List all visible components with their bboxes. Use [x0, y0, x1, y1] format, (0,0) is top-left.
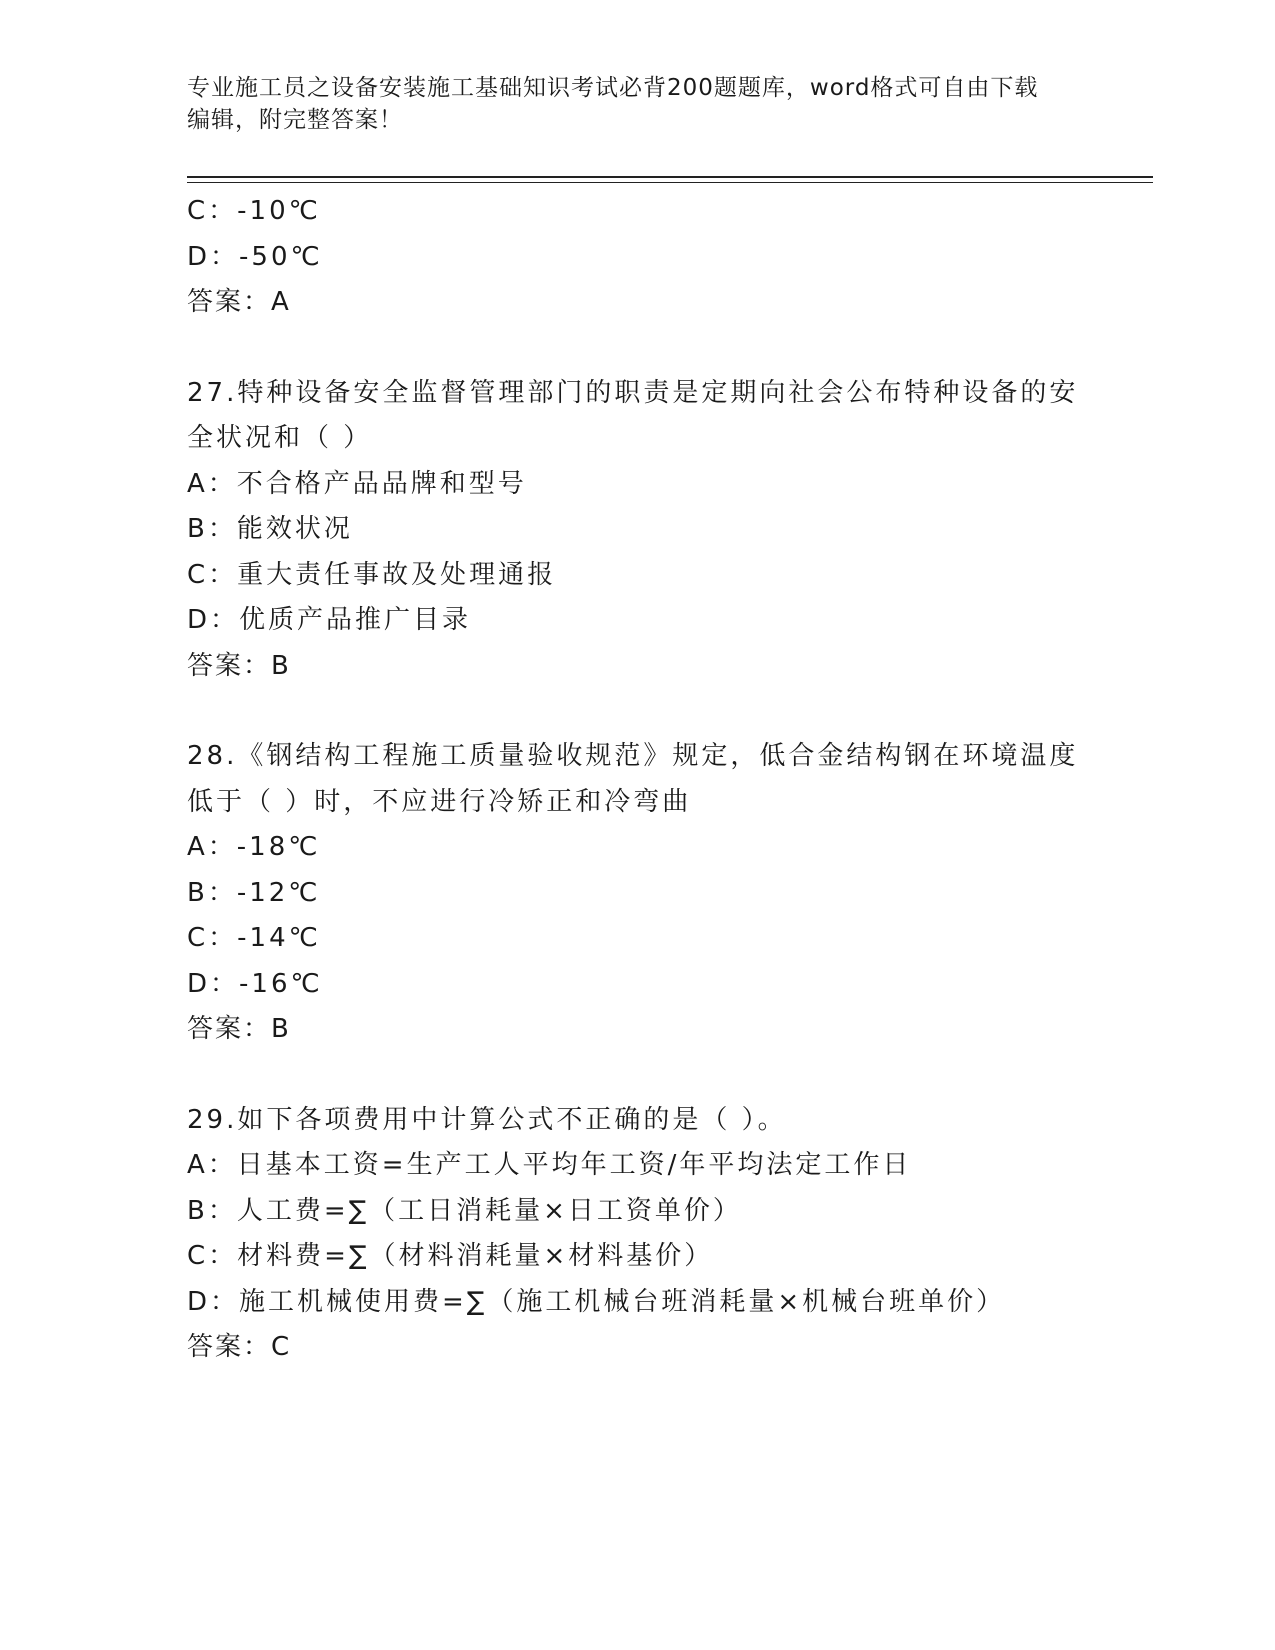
option-d: D：-16℃ [187, 968, 323, 999]
option-b: B：能效状况 [187, 514, 353, 544]
header-title-line-1: 专业施工员之设备安装施工基础知识考试必背200题题库，word格式可自由下载 [187, 75, 1039, 101]
question-list [187, 189, 1087, 1371]
answer-label: 答案：C [187, 1332, 292, 1362]
answer-label: 答案：B [187, 650, 291, 681]
answer-label: 答案：A [187, 287, 291, 317]
option-a: A：不合格产品品牌和型号 [187, 468, 527, 499]
question-text-line-1: 28.《钢结构工程施工质量验收规范》规定，低合金结构钢在环境温度 [187, 741, 1079, 771]
question-block-29 [187, 1098, 1087, 1371]
option-d: D：-50℃ [187, 241, 323, 272]
option-a: A：日基本工资=生产工人平均年工资/年平均法定工作日 [187, 1150, 912, 1180]
question-text-line-1: 27.特种设备安全监督管理部门的职责是定期向社会公布特种设备的安 [187, 377, 1079, 408]
question-block-27 [187, 371, 1087, 690]
answer-label: 答案：B [187, 1014, 291, 1044]
question-text-line-2: 低于（ ）时，不应进行冷矫正和冷弯曲 [187, 786, 692, 817]
page-header [187, 72, 1087, 136]
option-a: A：-18℃ [187, 832, 321, 862]
question-block-26 [187, 189, 1087, 326]
header-divider-thick [187, 176, 1153, 178]
option-d: D：优质产品推广目录 [187, 605, 472, 635]
option-b: B：-12℃ [187, 877, 321, 908]
header-title-line-2: 编辑，附完整答案！ [187, 107, 403, 133]
option-c: C：-14℃ [187, 923, 321, 953]
header-divider-thin [187, 182, 1153, 183]
option-d: D：施工机械使用费=∑（施工机械台班消耗量×机械台班单价） [187, 1286, 1006, 1317]
option-c: C：材料费=∑（材料消耗量×材料基价） [187, 1241, 714, 1271]
option-c: C：-10℃ [187, 196, 321, 226]
question-text-line-2: 全状况和（ ） [187, 423, 373, 453]
question-block-28 [187, 734, 1087, 1053]
question-text-line-1: 29.如下各项费用中计算公式不正确的是（ ）。 [187, 1104, 787, 1135]
option-c: C：重大责任事故及处理通报 [187, 559, 557, 590]
option-b: B：人工费=∑（工日消耗量×日工资单价） [187, 1195, 742, 1226]
